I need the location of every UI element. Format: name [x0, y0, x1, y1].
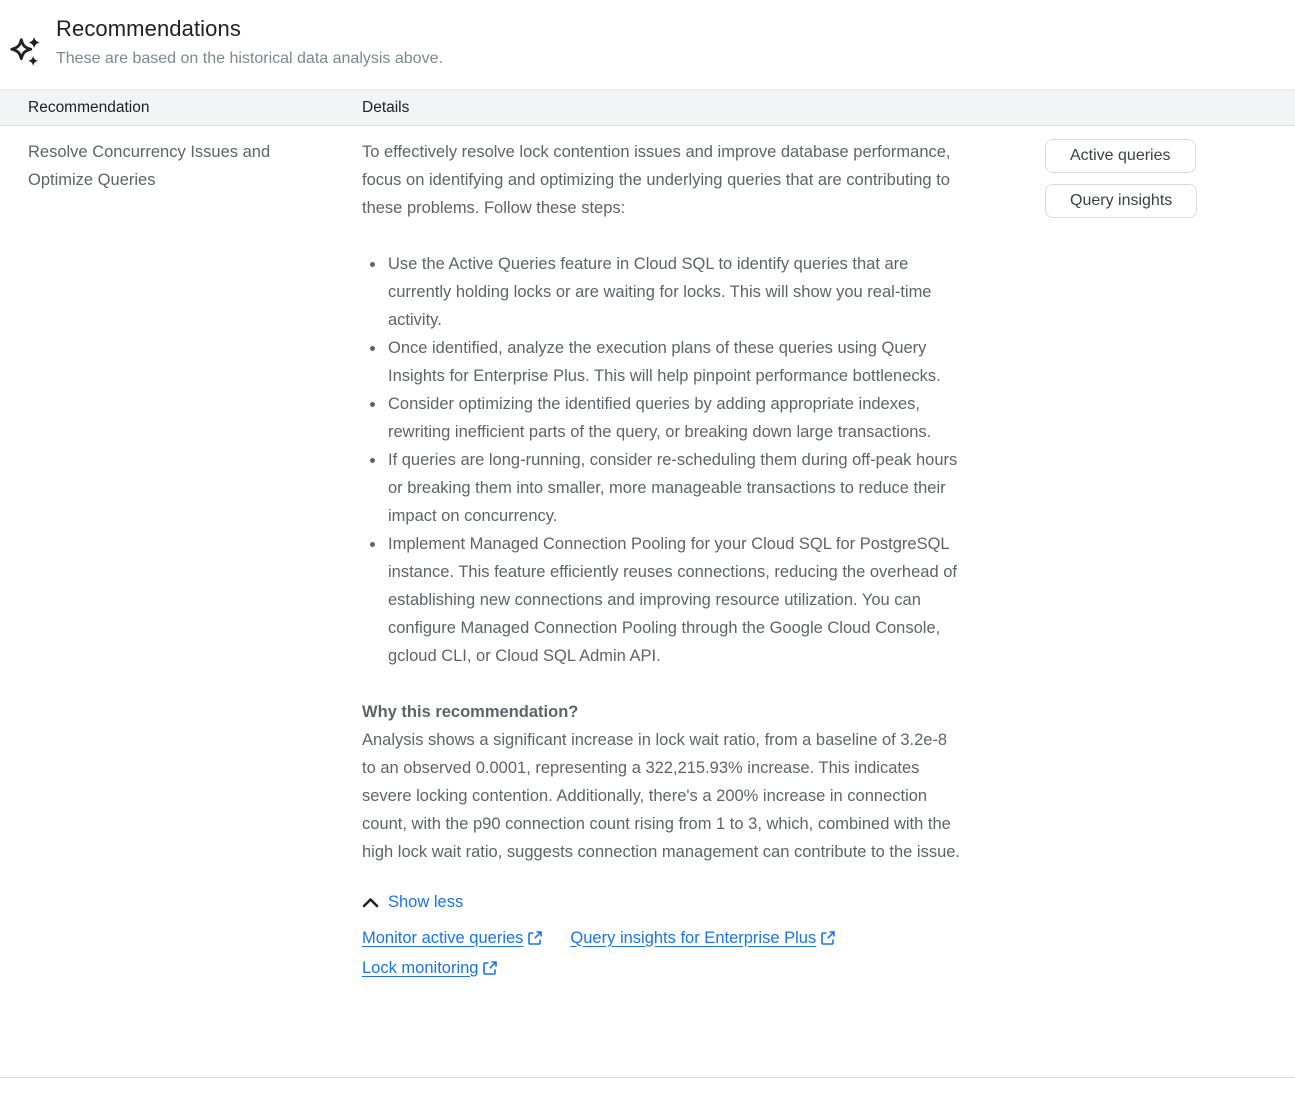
sparkle-icon [8, 34, 46, 72]
table-header-row [0, 89, 1295, 126]
page-title: Recommendations [56, 16, 241, 41]
why-recommendation-heading: Why this recommendation? [362, 703, 579, 721]
link-query-insights-enterprise-plus[interactable]: Query insights for Enterprise Plus [570, 924, 835, 952]
link-monitor-active-queries[interactable]: Monitor active queries [362, 924, 542, 952]
open-in-new-icon [528, 930, 542, 945]
recommendation-actions [1007, 138, 1295, 1077]
details-intro: To effectively resolve lock contention issues and improve database performance, focus on identifying and optimizing the underlying queries that are contributing to these problems. Follow these steps: [362, 143, 951, 217]
bullet-item: • Use the Active Queries feature in Cloud SQL to identify queries that are currently holding locks or are waiting for locks. This will show you real-time activity. [386, 250, 965, 334]
link-lock-monitoring[interactable]: Lock monitoring [362, 954, 497, 982]
bullet-item: • Once identified, analyze the execution plans of these queries using Query Insights for Enterprise Plus. This will help pinpoint performance bottlenecks. [386, 334, 965, 390]
active-queries-button[interactable]: Active queries [1045, 139, 1196, 173]
recommendation-details [362, 138, 1007, 1077]
show-less-label: Show less [388, 893, 464, 911]
open-in-new-icon [821, 930, 835, 945]
page-subtitle: These are based on the historical data analysis above. [56, 50, 443, 67]
column-header-recommendation: Recommendation [28, 98, 150, 116]
bullet-item: • Consider optimizing the identified queries by adding appropriate indexes, rewriting inefficient parts of the query, or breaking down large transactions. [386, 390, 965, 446]
table-row [0, 126, 1295, 1078]
details-bullet-list [362, 250, 965, 670]
bullet-item: • If queries are long-running, consider re-scheduling them during off-peak hours or breaking them into smaller, more manageable transactions to reduce their impact on concurrency. [386, 446, 965, 530]
column-header-details: Details [362, 98, 410, 116]
recommendation-title: Resolve Concurrency Issues and Optimize Queries [28, 143, 271, 189]
recommendations-table [0, 89, 1295, 1078]
bullet-item: • Implement Managed Connection Pooling for your Cloud SQL for PostgreSQL instance. This feature efficiently reuses connections, reducing the overhead of establishing new connections and improving resource utilization. You can configure Managed Connection Pooling through the Google Cloud Console, gcloud CLI, or Cloud SQL Admin API. [386, 530, 965, 670]
chevron-up-icon [362, 897, 379, 908]
query-insights-button[interactable]: Query insights [1045, 184, 1197, 218]
show-less-button[interactable] [362, 888, 463, 916]
open-in-new-icon [483, 960, 497, 975]
doc-links [362, 924, 922, 982]
why-recommendation-text: Analysis shows a significant increase in lock wait ratio, from a baseline of 3.2e-8 to an observed 0.0001, representing a 322,215.93% increase. This indicates severe locking contention. Additionally, there's a 200% increase in connection count, with the p90 connection count rising from 1 to 3, which, combined with the high lock wait ratio, suggests connection management can contribute to the issue. [362, 731, 961, 861]
recommendations-header [0, 0, 1295, 72]
